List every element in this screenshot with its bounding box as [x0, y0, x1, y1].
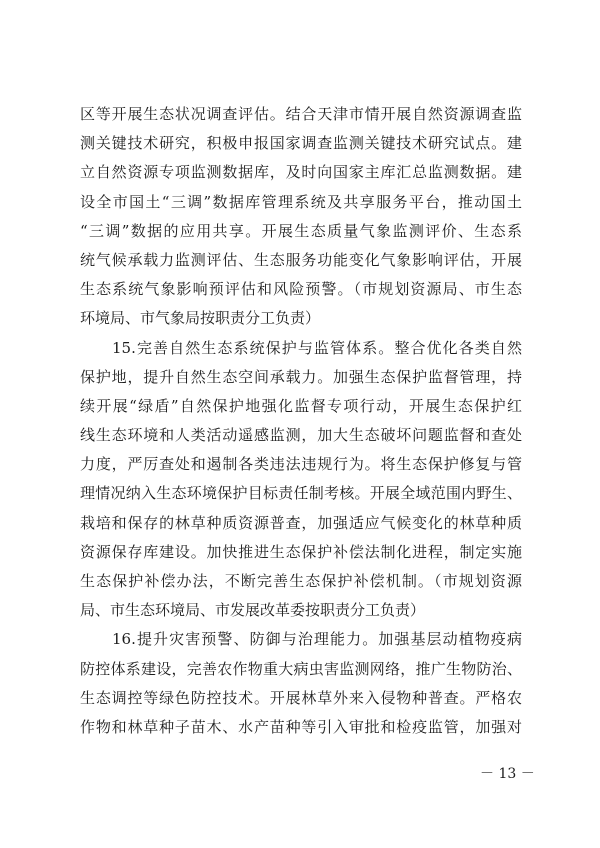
- document-body: [80, 100, 522, 742]
- text-line: 栽培和保存的林草种质资源普查，加强适应气候变化的林草种质: [80, 513, 522, 532]
- text-line: 线生态环境和人类活动遥感监测，加大生态破坏问题监督和查处: [80, 426, 522, 445]
- text-line: 设全市国土“三调”数据库管理系统及共享服务平台，推动国土: [80, 192, 522, 211]
- page-number: － 13 －: [480, 766, 535, 782]
- text-line: “三调”数据的应用共享。开展生态质量气象监测评价、生态系: [80, 221, 522, 240]
- section-heading-line: 16.提升灾害预警、防御与治理能力。加强基层动植物疫病: [112, 630, 522, 649]
- text-line: 测关键技术研究，积极申报国家调查监测关键技术研究试点。建: [80, 134, 522, 153]
- text-line: 保护地，提升自然生态空间承载力。加强生态保护监督管理，持: [80, 367, 522, 386]
- text-line: 资源保存库建设。加快推进生态保护补偿法制化进程，制定实施: [80, 542, 522, 561]
- text-line: 生态保护补偿办法，不断完善生态保护补偿机制。（市规划资源: [80, 572, 522, 590]
- text-line: 防控体系建设，完善农作物重大病虫害监测网络，推广生物防治、: [80, 659, 522, 678]
- text-line: 区等开展生态状况调查评估。结合天津市情开展自然资源调查监: [80, 105, 522, 123]
- text-line: 力度，严厉查处和遏制各类违法违规行为。将生态保护修复与管: [80, 455, 522, 474]
- text-line: 理情况纳入生态环境保护目标责任制考核。开展全域范围内野生、: [80, 484, 522, 503]
- text-line: 续开展“绿盾”自然保护地强化监督专项行动，开展生态保护红: [80, 396, 522, 415]
- section-heading-line: 15.完善自然生态系统保护与监管体系。整合优化各类自然: [112, 338, 522, 357]
- paragraph: [80, 334, 522, 626]
- paragraph: [80, 100, 522, 334]
- text-line: 环境局、市气象局按职责分工负责）: [80, 309, 321, 328]
- text-line: 立自然资源专项监测数据库，及时向国家主库汇总监测数据。建: [80, 163, 522, 182]
- text-line: 生态系统气象影响预评估和风险预警。（市规划资源局、市生态: [80, 280, 522, 299]
- text-line: 生态调控等绿色防控技术。开展林草外来入侵物种普查。严格农: [80, 688, 522, 707]
- text-line: 统气候承载力监测评估、生态服务功能变化气象影响评估，开展: [80, 250, 522, 269]
- paragraph: [80, 625, 522, 742]
- text-line: 局、市生态环境局、市发展改革委按职责分工负责）: [80, 601, 426, 620]
- text-line: 作物和林草种子苗木、水产苗种等引入审批和检疫监管，加强对: [80, 717, 522, 736]
